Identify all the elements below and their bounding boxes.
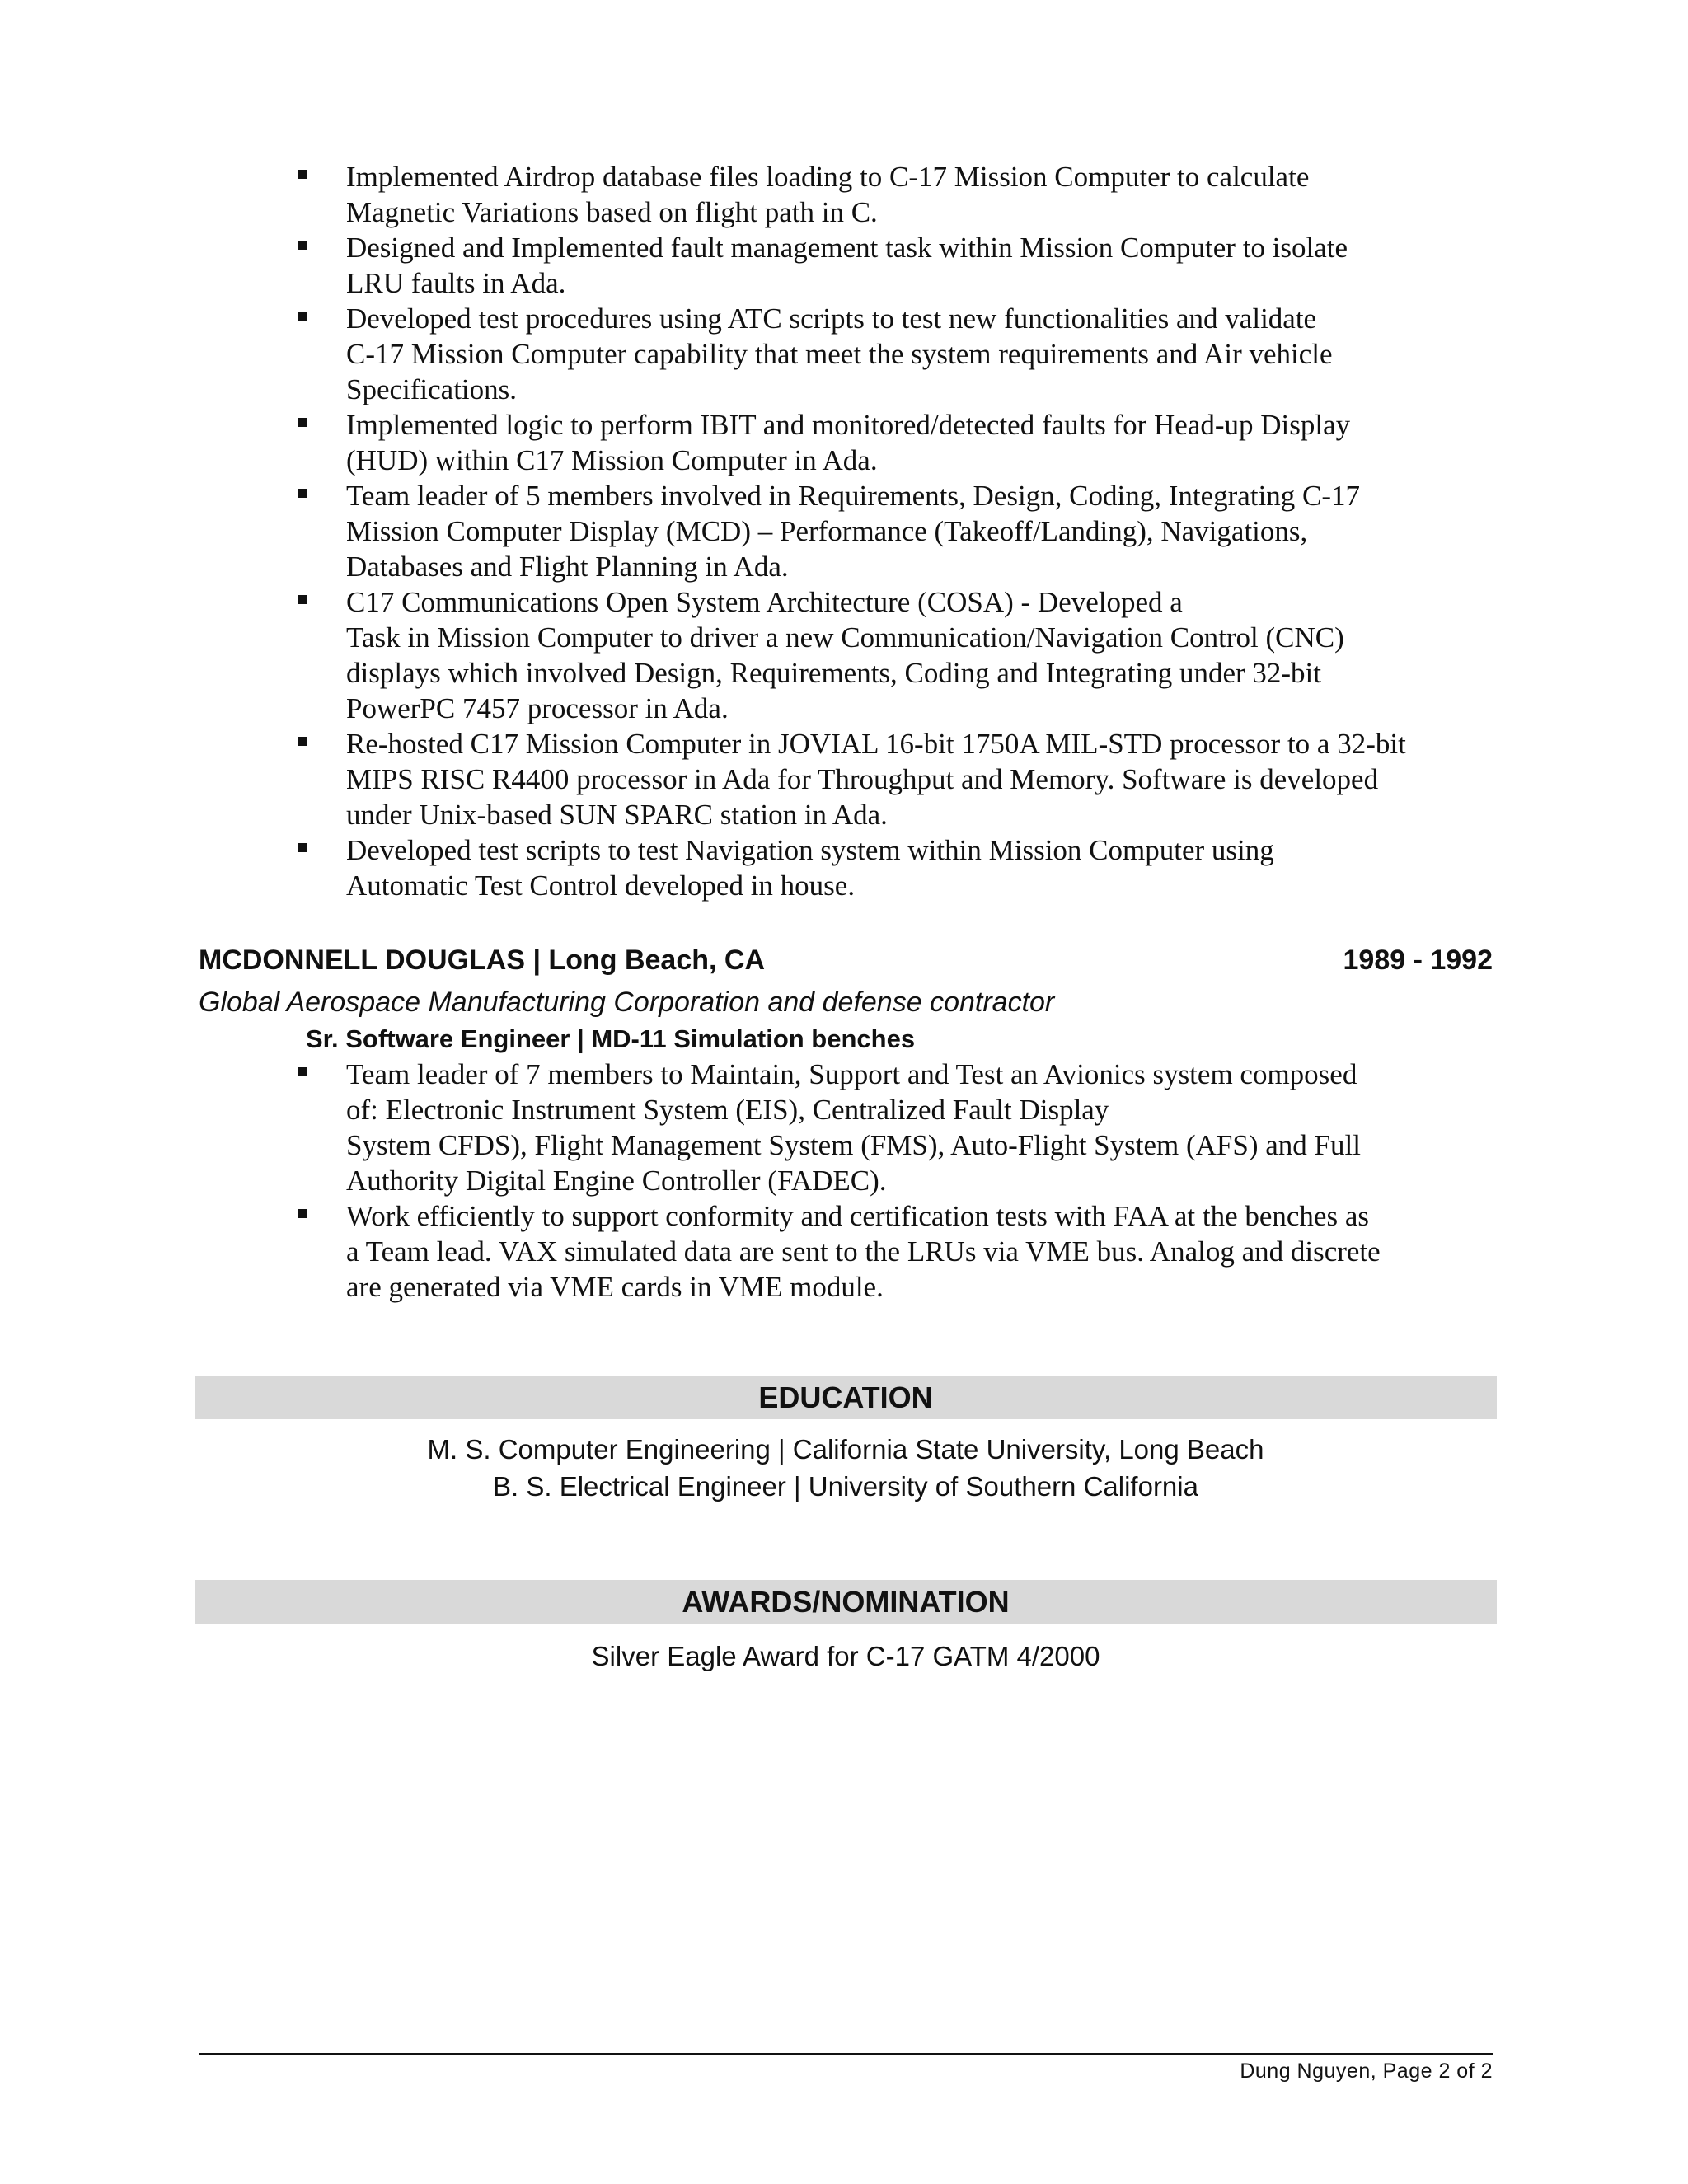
list-item: Team leader of 5 members involved in Requirements, Design, Coding, Integrating C-17 Mission Computer Display (MCD) – Performance (Takeoff/Landing), Navigations, Databases and Flight Planning in Ada. xyxy=(293,478,1497,584)
list-item: C17 Communications Open System Architecture (COSA) - Developed a Task in Mission Computer to driver a new Communication/Navigation Control (CNC) displays which involved Design, Requirements, Coding and Integrating under 32-bit PowerPC 7457 processor in Ada. xyxy=(293,584,1497,726)
list-item: Developed test scripts to test Navigation system within Mission Computer using Automatic Test Control developed in house. xyxy=(293,832,1497,903)
employer-name: MCDONNELL DOUGLAS | Long Beach, CA xyxy=(199,944,766,976)
square-bullet-icon xyxy=(298,418,307,427)
list-item: Developed test procedures using ATC scripts to test new functionalities and validate C-17 Mission Computer capability that meet the system requirements and Air vehicle Specifications. xyxy=(293,301,1497,407)
list-item: Team leader of 7 members to Maintain, Support and Test an Avionics system composed of: Electronic Instrument System (EIS), Centralized Fault Display System CFDS), Flight Management System (FMS), Auto-Flight System (AFS) and Full Authority Digital Engine Controller (FADEC). xyxy=(293,1057,1497,1198)
award-line: Silver Eagle Award for C-17 GATM 4/2000 xyxy=(591,1641,1100,1671)
square-bullet-icon xyxy=(298,170,307,179)
square-bullet-icon xyxy=(298,1067,307,1076)
square-bullet-icon xyxy=(298,1209,307,1218)
job-title: Sr. Software Engineer | MD-11 Simulation benches xyxy=(306,1024,916,1053)
square-bullet-icon xyxy=(298,489,307,498)
list-item: Work efficiently to support conformity and certification tests with FAA at the benches as a Team lead. VAX simulated data are sent to the LRUs via VME bus. Analog and discrete are generated via VME cards in VME module. xyxy=(293,1198,1497,1305)
education-heading: EDUCATION xyxy=(195,1376,1497,1419)
company-description: Global Aerospace Manufacturing Corporation and defense contractor xyxy=(199,987,1055,1018)
awards-heading: AWARDS/NOMINATION xyxy=(195,1580,1497,1624)
page-footer: Dung Nguyen, Page 2 of 2 xyxy=(1240,2060,1493,2083)
education-line: B. S. Electrical Engineer | University of Southern California xyxy=(493,1471,1198,1502)
list-item: Re-hosted C17 Mission Computer in JOVIAL 16-bit 1750A MIL-STD processor to a 32-bit MIPS RISC R4400 processor in Ada for Throughput and Memory. Software is developed under Unix-based SUN SPARC station in Ada. xyxy=(293,726,1497,832)
square-bullet-icon xyxy=(298,737,307,746)
employer-heading xyxy=(199,943,1493,977)
education-line: M. S. Computer Engineering | California State University, Long Beach xyxy=(427,1434,1264,1465)
footer-divider xyxy=(199,2053,1493,2055)
square-bullet-icon xyxy=(298,312,307,321)
square-bullet-icon xyxy=(298,241,307,250)
square-bullet-icon xyxy=(298,843,307,852)
mcdonnell-bullet-list xyxy=(293,1057,1497,1305)
square-bullet-icon xyxy=(298,595,307,604)
list-item: Designed and Implemented fault management task within Mission Computer to isolate LRU faults in Ada. xyxy=(293,230,1497,301)
employment-dates: 1989 - 1992 xyxy=(1343,944,1493,976)
list-item: Implemented Airdrop database files loading to C-17 Mission Computer to calculate Magnetic Variations based on flight path in C. xyxy=(293,159,1497,230)
experience-bullet-list xyxy=(293,159,1497,903)
list-item: Implemented logic to perform IBIT and monitored/detected faults for Head-up Display (HUD) within C17 Mission Computer in Ada. xyxy=(293,407,1497,478)
